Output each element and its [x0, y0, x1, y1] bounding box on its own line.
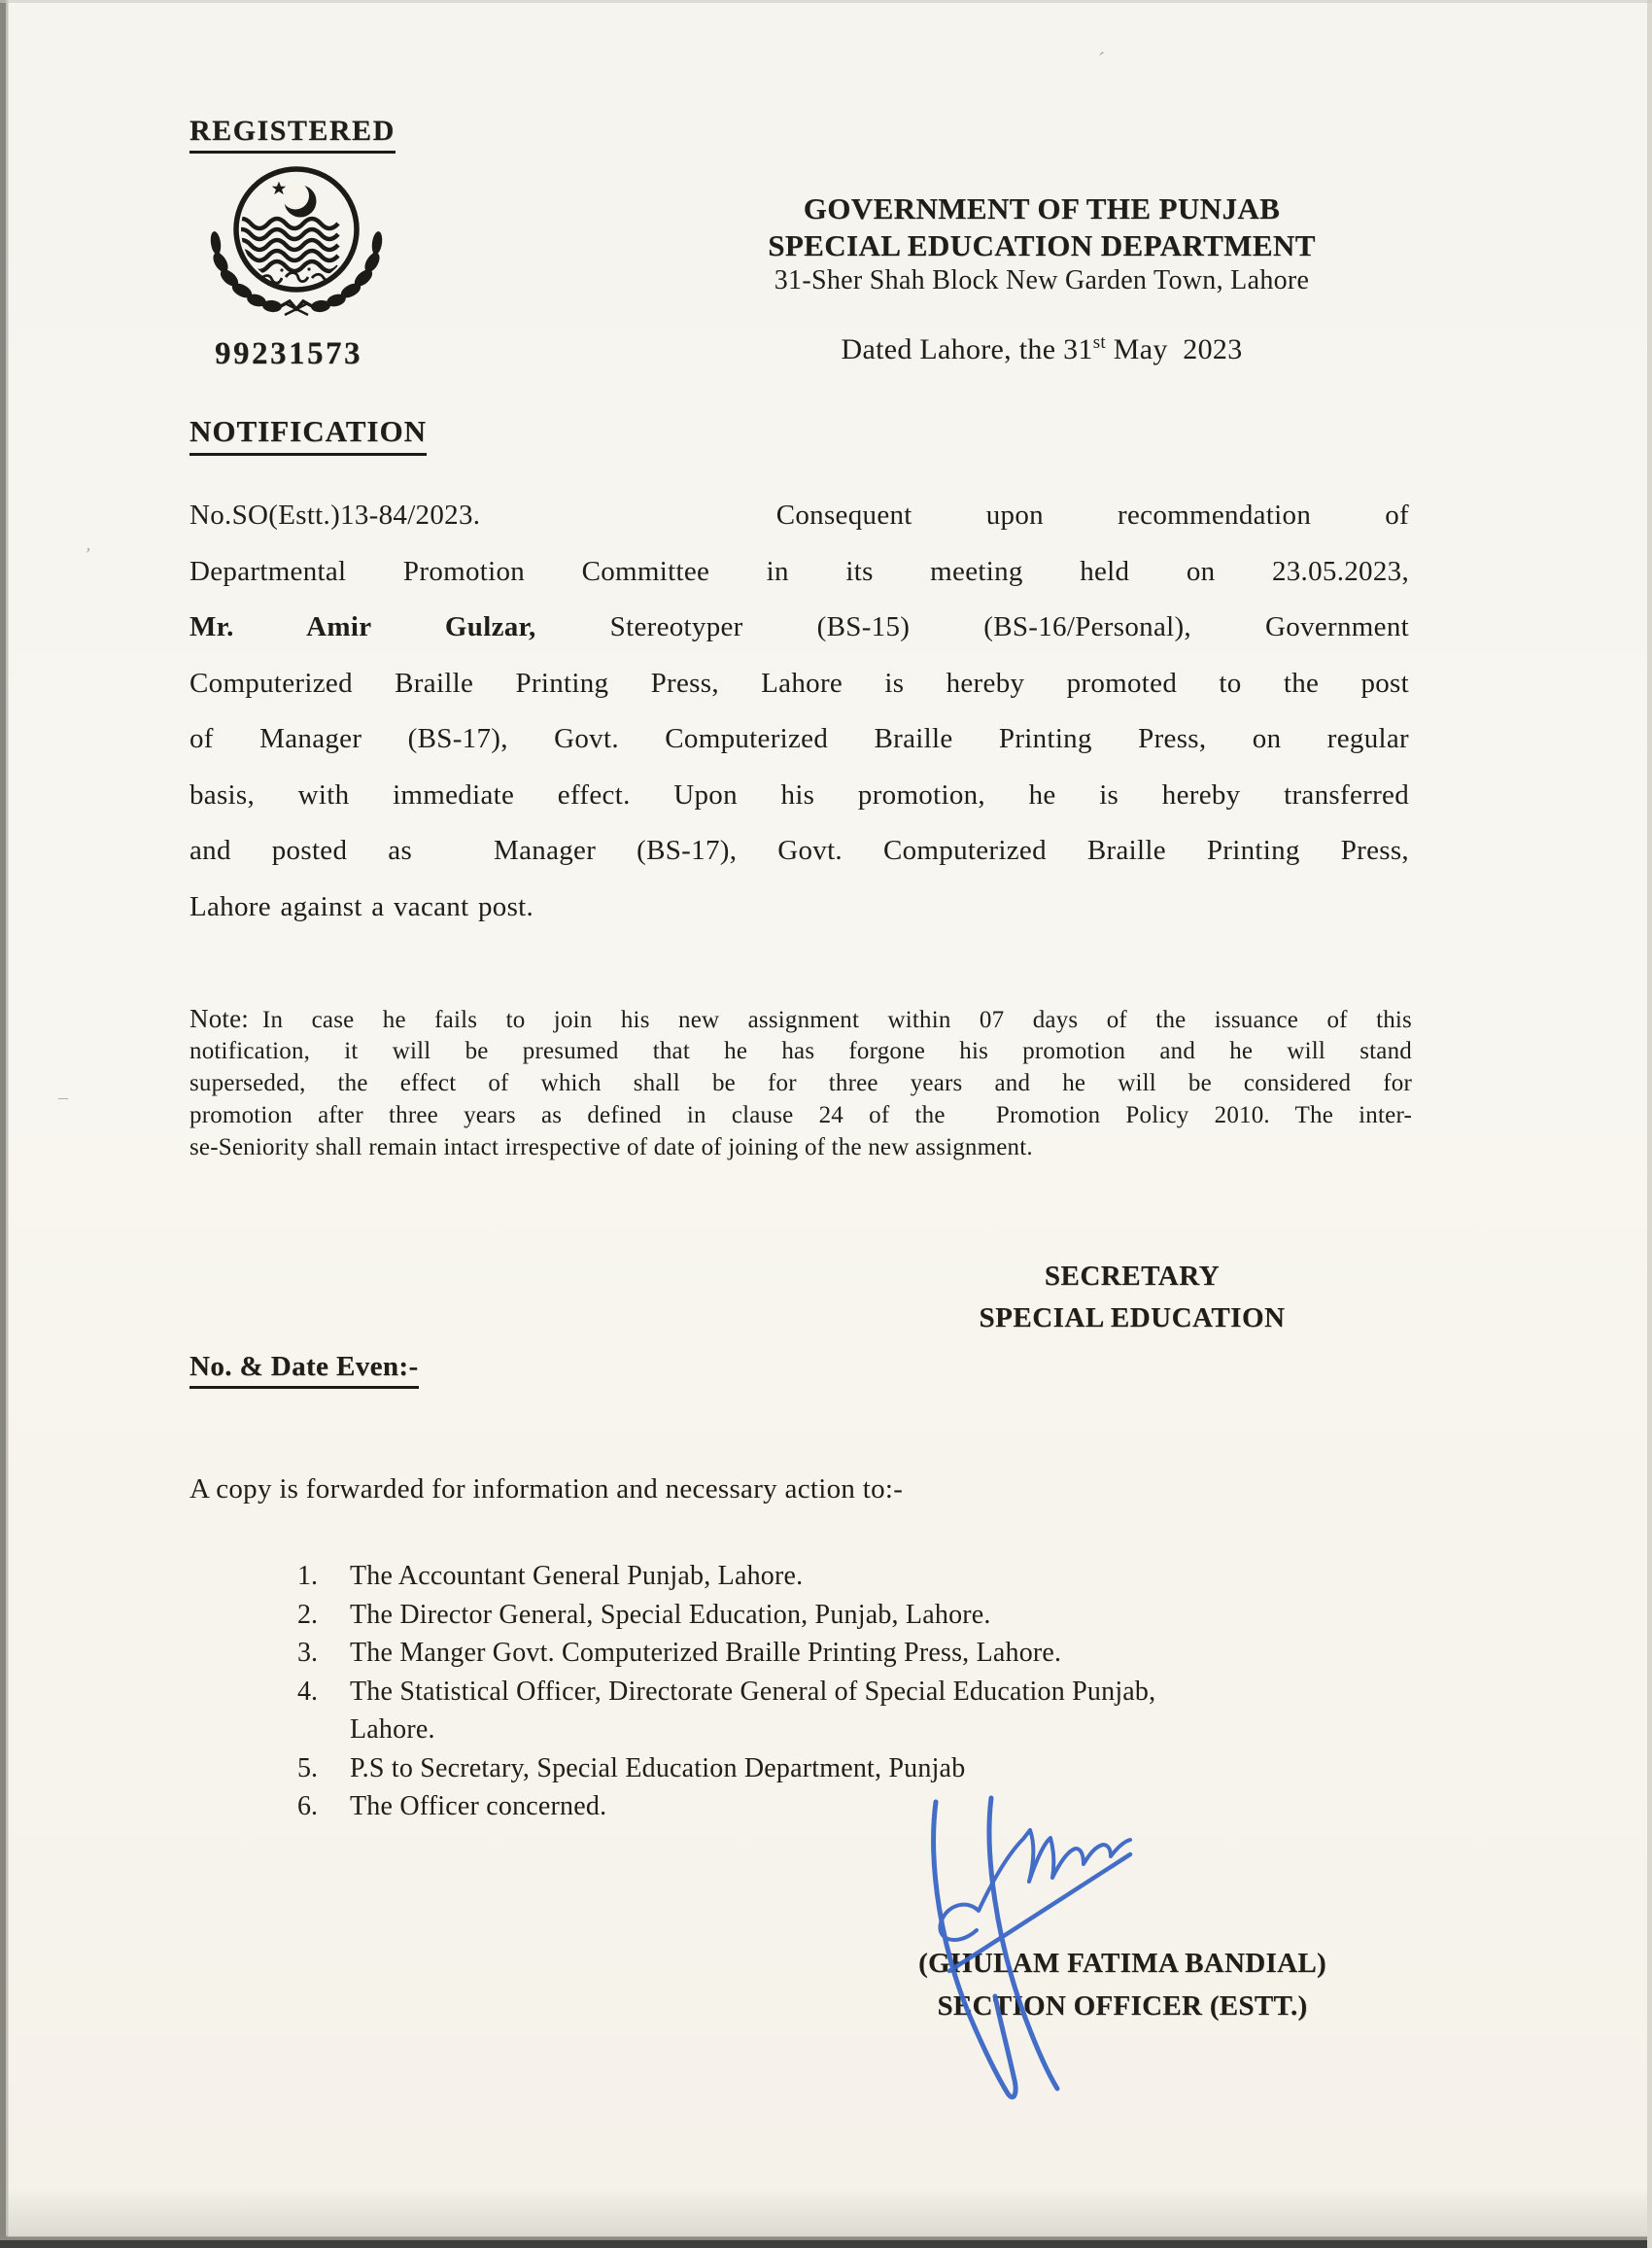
- notification-body: [189, 488, 1409, 935]
- recipient-text: The Director General, Special Education, Punjab, Lahore.: [350, 1599, 991, 1630]
- body-line: Mr. Amir Gulzar, Stereotyper (BS-15) (BS-16/Personal), Government: [189, 611, 1409, 642]
- department-address: 31-Sher Shah Block New Garden Town, Lahore: [774, 265, 1310, 295]
- recipient-row: [297, 1596, 1279, 1635]
- recipient-text: The Statistical Officer, Directorate General of Special Education Punjab, Lahore.: [350, 1676, 1156, 1745]
- note-line: se-Seniority shall remain intact irrespective of date of joining of the new assignment.: [189, 1134, 1033, 1160]
- note-line: superseded, the effect of which shall be for three years and he will be considered for: [189, 1070, 1412, 1096]
- ordinal-suffix: st: [1092, 332, 1106, 353]
- body-line: Departmental Promotion Committee in its meeting held on 23.05.2023,: [189, 555, 1409, 587]
- body-line: and posted as Manager (BS-17), Govt. Computerized Braille Printing Press,: [189, 835, 1409, 866]
- recipient-number: 3.: [297, 1638, 318, 1668]
- body-line: of Manager (BS-17), Govt. Computerized Braille Printing Press, on regular: [189, 723, 1409, 754]
- recipient-text: The Accountant General Punjab, Lahore.: [350, 1561, 804, 1591]
- signer-title: SECTION OFFICER (ESTT.): [937, 1990, 1308, 2022]
- signature-ink: [899, 1784, 1156, 2120]
- recipient-row: [297, 1749, 1279, 1788]
- department-header: [731, 190, 1353, 368]
- notification-heading: NOTIFICATION: [189, 414, 427, 456]
- note-block: [189, 1003, 1412, 1163]
- government-title: GOVERNMENT OF THE PUNJAB: [803, 191, 1281, 225]
- note-line: Note: In case he fails to join his new assignment within 07 days of the issuance of this: [189, 1004, 1412, 1033]
- registered-label: REGISTERED: [189, 115, 396, 154]
- secretary-department: SPECIAL EDUCATION: [979, 1302, 1286, 1333]
- body-line: No.SO(Estt.)13-84/2023. Consequent upon recommendation of: [189, 500, 1409, 531]
- recipient-number: 2.: [297, 1599, 318, 1630]
- scan-speck: ’: [81, 543, 93, 567]
- recipient-row: [297, 1673, 1279, 1749]
- recipient-number: 6.: [297, 1791, 318, 1821]
- recipient-text: The Manger Govt. Computerized Braille Printing Press, Lahore.: [350, 1638, 1062, 1668]
- even-number-label: No. & Date Even:-: [189, 1351, 419, 1389]
- note-label: Note:: [189, 1004, 249, 1033]
- recipient-number: 1.: [297, 1561, 318, 1591]
- body-line: Computerized Braille Printing Press, Lahore is hereby promoted to the post: [189, 667, 1409, 699]
- note-line: notification, it will be presumed that he has forgone his promotion and he will stand: [189, 1038, 1412, 1064]
- punjab-crescent-emblem-icon: [194, 161, 398, 321]
- scan-right-edge: [1647, 0, 1652, 2248]
- recipient-text: The Officer concerned.: [350, 1791, 607, 1821]
- recipient-row: [297, 1634, 1279, 1673]
- note-line: promotion after three years as defined in clause 24 of the Promotion Policy 2010. The inter-: [189, 1102, 1412, 1128]
- body-line: basis, with immediate effect. Upon his promotion, he is hereby transferred: [189, 778, 1409, 811]
- scan-speck: ′: [1089, 48, 1108, 67]
- recipient-number: 4.: [297, 1676, 318, 1707]
- date-line: Dated Lahore, the 31st May 2023: [841, 332, 1243, 365]
- secretary-title: SECRETARY: [1044, 1261, 1221, 1292]
- punjab-emblem-logo: [194, 161, 398, 326]
- scan-left-edge: [0, 0, 9, 2248]
- secretary-signoff: [913, 1256, 1351, 1339]
- body-line: Lahore against a vacant post.: [189, 890, 534, 922]
- recipient-number: 5.: [297, 1752, 318, 1783]
- phone-number: 99231573: [215, 336, 362, 371]
- department-title: SPECIAL EDUCATION DEPARTMENT: [768, 228, 1316, 262]
- signer-name: (GHULAM FATIMA BANDIAL): [918, 1948, 1326, 1979]
- forwarding-line: A copy is forwarded for information and necessary action to:-: [189, 1473, 904, 1504]
- scan-top-edge: [0, 0, 1652, 3]
- scan-speck: –: [58, 1087, 68, 1108]
- scan-bottom-edge: [0, 2235, 1652, 2248]
- recipient-row: [297, 1557, 1279, 1596]
- scan-bottom-shadow: [0, 2187, 1652, 2235]
- officer-name: Mr. Amir Gulzar,: [189, 611, 536, 642]
- recipient-text: P.S to Secretary, Special Education Department, Punjab: [350, 1752, 966, 1783]
